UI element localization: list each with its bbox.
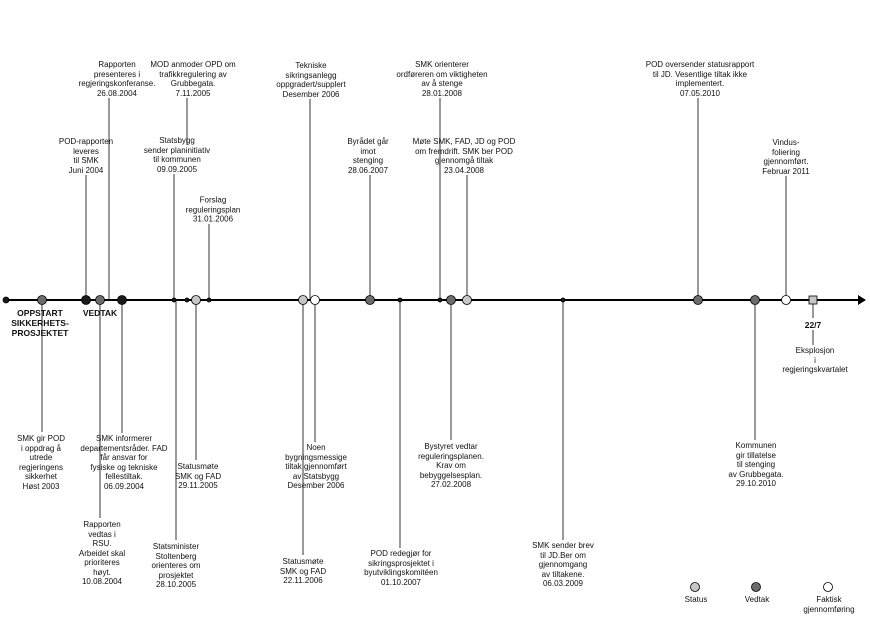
event-byradet-gar-imot: Byrådet går imot stenging 28.06.2007 [347,137,389,175]
connectors-bottom [42,300,813,555]
marker-vedtak-2004 [96,296,105,305]
marker-start [3,297,9,303]
marker-faktisk-2006 [311,296,320,305]
marker-status-2006 [299,296,308,305]
event-kommunen-gir-tillatelse: Kommunen gir tillatelse til stenging av Grubbegata. 29.10.2010 [728,441,784,488]
event-smk-sender-brev: SMK sender brev til JD.Ber om gjennomgang av tiltakene. 06.03.2009 [532,541,594,588]
event-pod-oversender-statusrapport: POD oversender statusrapport til JD. Vesentlige tiltak ikke implementert. 07.05.2010 [645,60,755,98]
marker-black-2004a [82,296,91,305]
event-rapporten-vedtas: Rapporten vedtas i RSU. Arbeidet skal prioriteres høyt. 10.08.2004 [78,520,126,586]
marker-status-2008 [463,296,472,305]
event-smk-gir-pod-i-oppdrag: SMK gir POD i oppdrag å utrede regjeringens sikkerhet Høst 2003 [16,434,66,491]
event-bystyret-vedtar: Bystyret vedtar reguleringsplanen. Krav om bebyggelsesplan. 27.02.2008 [418,442,484,489]
legend-vedtak-swatch [752,583,761,592]
event-mote-smk-fad-jd-pod: Møte SMK, FAD, JD og POD om fremdrift. SMK ber POD gjennomgå tiltak 23.04.2008 [412,137,516,175]
marker-vedtak-2007 [366,296,375,305]
marker-vedtak-2010a [694,296,703,305]
marker-faktisk-2011 [782,296,791,305]
legend-faktisk-label: Faktisk gjennomføring [803,595,855,614]
marker-vedtak-2008 [447,296,456,305]
marker-22-7 [809,296,817,304]
label-22-7: 22/7 [804,320,822,330]
event-noen-bygningsmessige: Noen bygningsmessige tiltak gjennomført av Statsbygg Desember 2006 [285,443,347,490]
marker-small-2007 [398,298,402,302]
event-statsminister-stoltenberg: Statsminister Stoltenberg orienteres om prosjektet 28.10.2005 [151,542,201,589]
marker-small-2006 [207,298,211,302]
label-oppstart: OPPSTART SIKKERHETS- PROSJEKTET [11,308,69,338]
marker-status-2005 [192,296,201,305]
marker-small-2005a [172,298,176,302]
event-smk-orienterer: SMK orienterer ordføreren om viktigheten av å stenge 28.01.2008 [396,60,488,98]
event-pod-redegjor: POD redegjør for sikringsprosjektet i byutviklingskomitéen 01.10.2007 [364,549,438,587]
label-vedtak: VEDTAK [82,308,118,318]
marker-small-2009 [561,298,565,302]
legend-status-label: Status [684,595,708,604]
marker-vedtak-2010b [751,296,760,305]
event-rapporten-presenteres: Rapporten presenteres i regjeringskonferanse. 26.08.2004 [78,60,156,98]
legend-faktisk-swatch [824,583,833,592]
event-eksplosjon: Eksplosjon i regjeringskvartalet [782,346,848,374]
legend-status-swatch [691,583,700,592]
timeline-arrowhead [858,295,866,305]
event-forslag-reguleringsplan: Forslag reguleringsplan 31.01.2006 [185,195,241,224]
marker-small-2005b [185,298,189,302]
event-smk-informerer: SMK informerer departementsråder. FAD får ansvar for fysiske og tekniske fellestiltak. 06.09.2004 [80,434,168,491]
marker-black-2004b [118,296,127,305]
marker-vedtak-2003 [38,296,47,305]
event-statsmote-2006: Statusmøte SMK og FAD 22.11.2006 [279,557,327,585]
event-vindusfoliering: Vindus- foliering gjennomført. Februar 2011 [762,138,810,176]
legend-vedtak-label: Vedtak [744,595,770,604]
marker-small-2008a [438,298,442,302]
event-statsbygg-planinitiativ: Statsbygg sender planinitiativ til kommunen 09.09.2005 [143,136,211,174]
event-pod-rapporten: POD-rapporten leveres til SMK Juni 2004 [58,137,114,175]
event-tekniske-sikringsanlegg: Tekniske sikringsanlegg oppgradert/supplert Desember 2006 [276,61,346,99]
event-mod-anmoder: MOD anmoder OPD om trafikkregulering av Grubbegata. 7.11.2005 [150,60,236,98]
legend [691,583,833,592]
event-statsmote-2005: Statusmøte SMK og FAD 29.11.2005 [174,462,222,490]
